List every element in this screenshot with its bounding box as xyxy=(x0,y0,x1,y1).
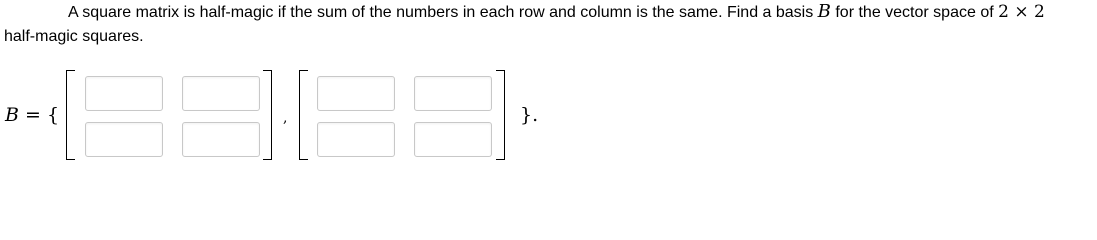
matrix-2-left-bracket xyxy=(299,70,308,160)
basis-label-rest: = { xyxy=(18,104,60,126)
problem-text-after: half-magic squares. xyxy=(4,28,144,45)
matrix-2-cell-r2c2[interactable] xyxy=(414,122,492,157)
problem-text-before: A square matrix is half-magic if the sum of the numbers in each row and column is the same. Find a basis xyxy=(68,4,818,21)
matrix-1-right-bracket xyxy=(263,70,272,160)
matrix-1-cell-r1c2[interactable] xyxy=(182,76,260,111)
basis-label xyxy=(5,103,59,127)
matrix-2-cell-r1c2[interactable] xyxy=(414,76,492,111)
basis-label-var: B xyxy=(5,104,19,126)
matrix-2-cell-r2c1[interactable] xyxy=(317,122,395,157)
matrix-1-cell-r2c2[interactable] xyxy=(182,122,260,157)
matrix-2-right-bracket xyxy=(496,70,505,160)
basis-closing-brace: }. xyxy=(520,104,539,126)
basis-symbol: B xyxy=(817,1,831,22)
matrix-1-cell-r2c1[interactable] xyxy=(85,122,163,157)
matrix-2-cell-r1c1[interactable] xyxy=(317,76,395,111)
matrix-separator-comma: , xyxy=(283,110,288,126)
matrix-1-cell-r1c1[interactable] xyxy=(85,76,163,111)
problem-statement xyxy=(4,0,1097,49)
problem-text-middle: for the vector space of xyxy=(830,4,999,21)
dimension-expression: 2 × 2 xyxy=(998,2,1045,22)
matrix-1-left-bracket xyxy=(66,70,75,160)
